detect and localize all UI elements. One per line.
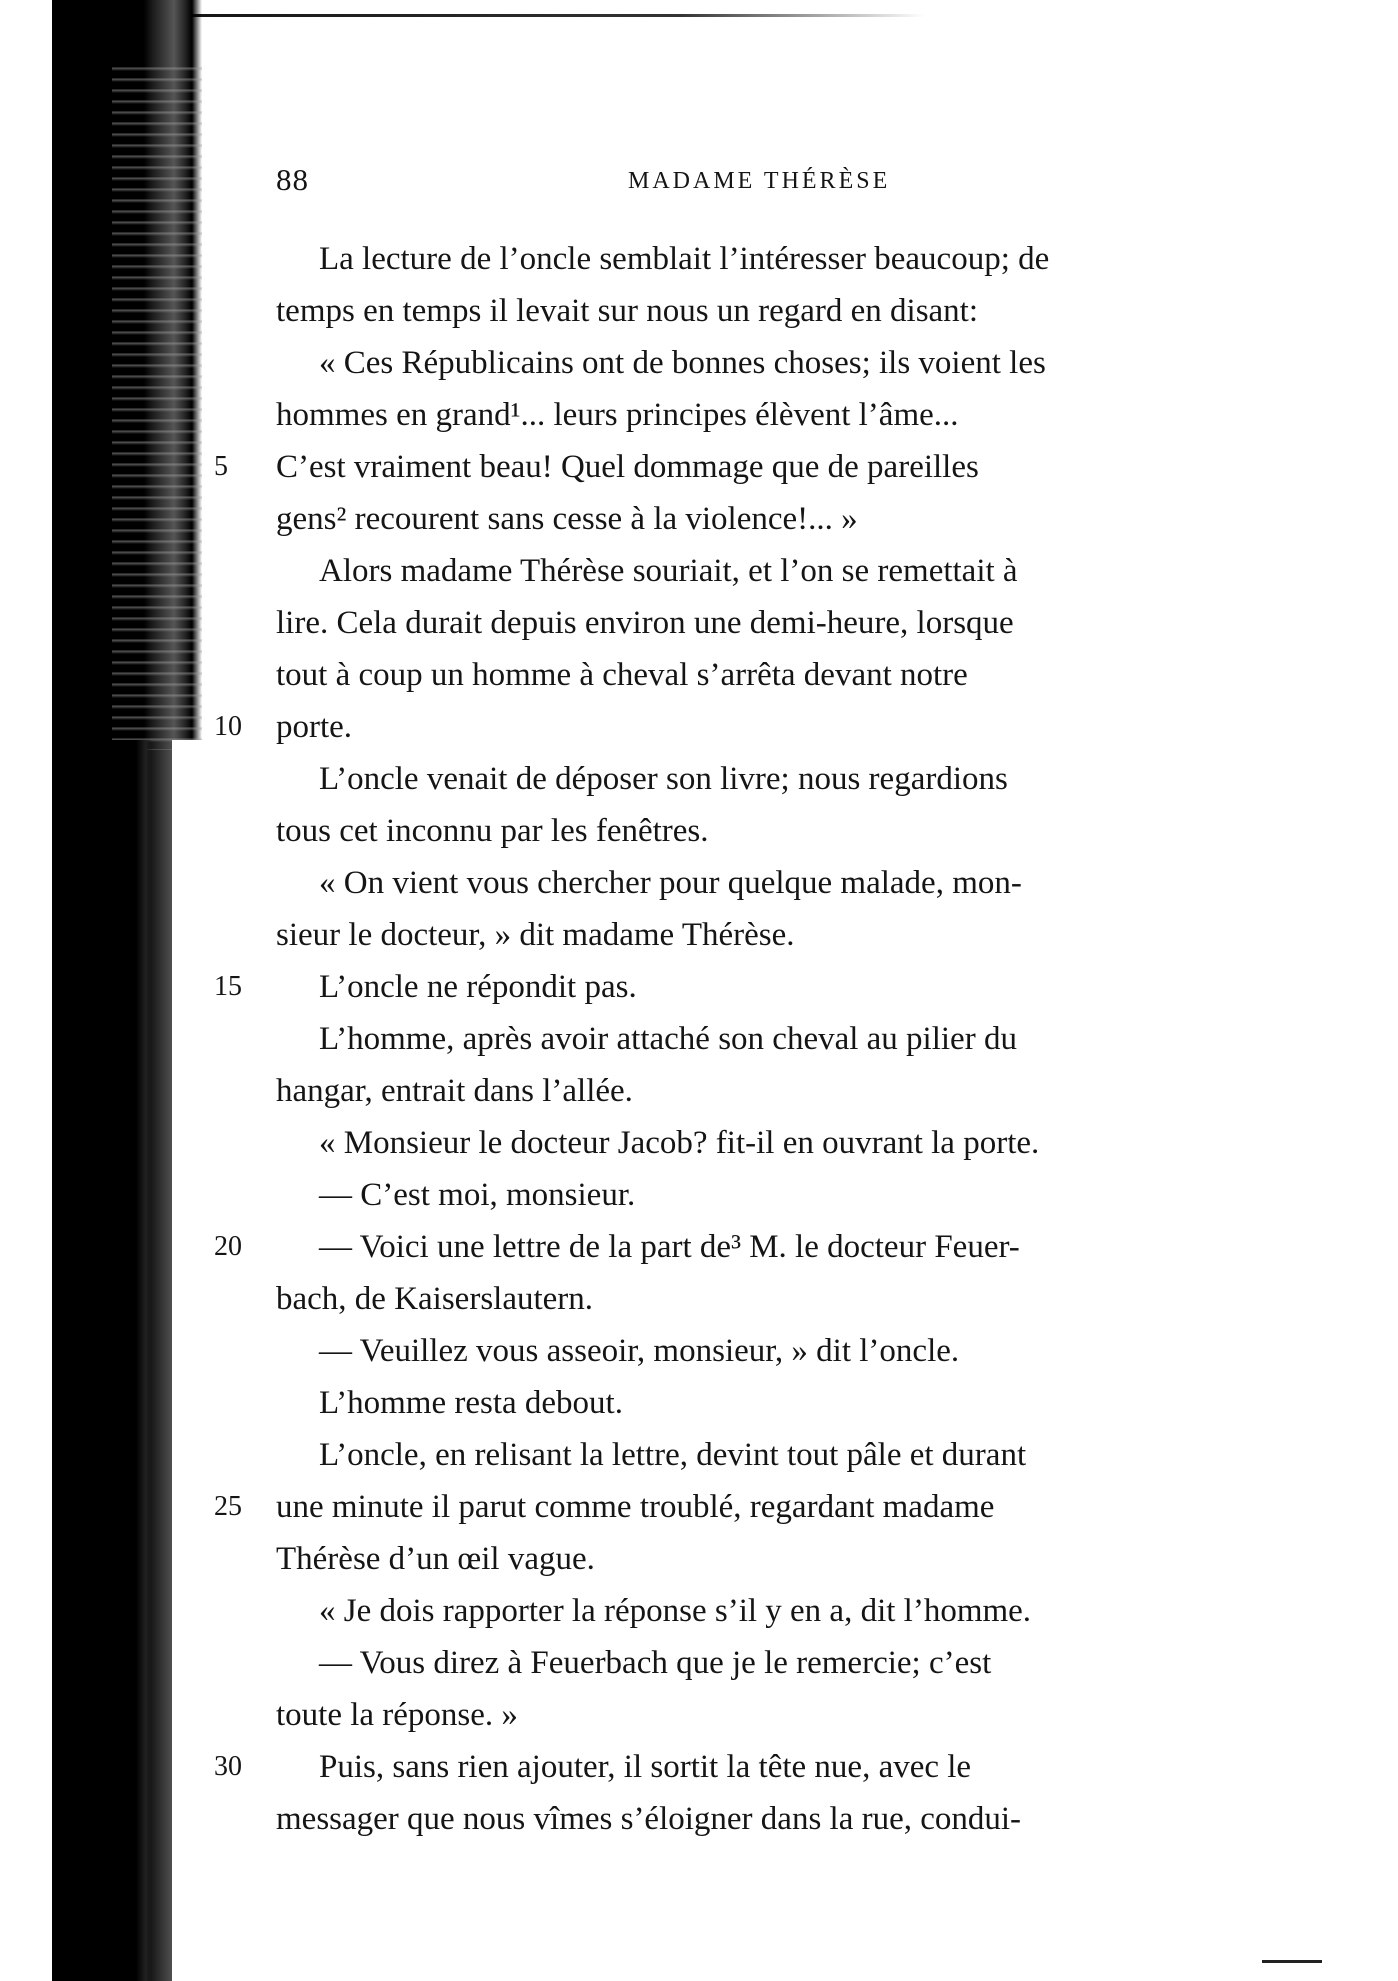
text-line [276,753,1282,805]
line-text: Alors madame Thérèse souriait, et l’on se remettait à [319,553,1018,589]
line-number: 20 [214,1231,242,1262]
line-text: tout à coup un homme à cheval s’arrêta devant notre [276,657,968,693]
line-text: L’oncle venait de déposer son livre; nous regardions [319,761,1008,797]
line-text: lire. Cela durait depuis environ une demi-heure, lorsque [276,605,1014,641]
scan-binding-shadow-lower [52,740,152,1981]
scan-top-border [110,14,925,17]
line-text: gens² recourent sans cesse à la violence!... » [276,501,858,537]
line-text: — Voici une lettre de la part de³ M. le docteur Feuer- [319,1229,1020,1265]
line-text: « Je dois rapporter la réponse s’il y en a, dit l’homme. [319,1593,1032,1629]
text-line [276,285,1282,337]
line-text: une minute il parut comme troublé, regardant madame [276,1489,995,1525]
text-line [276,233,1282,285]
text-line [276,1429,1282,1481]
line-text: « Monsieur le docteur Jacob? fit-il en ouvrant la porte. [319,1125,1040,1161]
text-line [214,1741,1282,1793]
running-head: MADAME THÉRÈSE [628,168,891,194]
text-line [276,805,1282,857]
line-text: L’oncle ne répondit pas. [319,969,637,1005]
line-text: messager que nous vîmes s’éloigner dans la rue, condui- [276,1801,1022,1837]
text-line [276,1117,1282,1169]
text-line [276,1169,1282,1221]
line-text: temps en temps il levait sur nous un regard en disant: [276,293,979,329]
text-line [214,701,1282,753]
page-header [276,162,1282,202]
line-text: — Vous direz à Feuerbach que je le remercie; c’est [319,1645,992,1681]
line-text: La lecture de l’oncle semblait l’intéresser beaucoup; de [319,241,1050,277]
line-text: sieur le docteur, » dit madame Thérèse. [276,917,795,953]
text-line [276,1325,1282,1377]
line-text: bach, de Kaiserslautern. [276,1281,594,1317]
line-text: hangar, entrait dans l’allée. [276,1073,633,1109]
line-text: L’homme, après avoir attaché son cheval au pilier du [319,1021,1017,1057]
text-line [276,493,1282,545]
text-line [214,1481,1282,1533]
text-line [214,1221,1282,1273]
text-line [276,1689,1282,1741]
text-line [276,1273,1282,1325]
line-text: Thérèse d’un œil vague. [276,1541,595,1577]
line-number: 5 [214,451,228,482]
line-text: porte. [276,709,353,745]
text-line [276,1377,1282,1429]
line-text: — C’est moi, monsieur. [319,1177,636,1213]
line-text: C’est vraiment beau! Quel dommage que de pareilles [276,449,979,485]
text-line [276,857,1282,909]
line-text: L’homme resta debout. [319,1385,623,1421]
text-line [276,1065,1282,1117]
line-text: — Veuillez vous asseoir, monsieur, » dit l’oncle. [319,1333,960,1369]
line-number: 25 [214,1491,242,1522]
text-line [276,1585,1282,1637]
line-text: toute la réponse. » [276,1697,518,1733]
body-text [214,233,1282,1845]
line-text: « On vient vous chercher pour quelque malade, mon- [319,865,1022,901]
text-line [276,389,1282,441]
text-line [214,441,1282,493]
scan-corner-mark [1262,1960,1322,1963]
text-line [276,597,1282,649]
text-line [276,1637,1282,1689]
line-text: hommes en grand¹... leurs principes élèvent l’âme... [276,397,959,433]
text-line [276,337,1282,389]
page-number: 88 [276,162,309,197]
line-number: 15 [214,971,242,1002]
text-line [276,909,1282,961]
text-line [276,1533,1282,1585]
line-text: L’oncle, en relisant la lettre, devint tout pâle et durant [319,1437,1027,1473]
line-text: Puis, sans rien ajouter, il sortit la tête nue, avec le [319,1749,972,1785]
line-text: « Ces Républicains ont de bonnes choses; ils voient les [319,345,1046,381]
line-number: 10 [214,711,242,742]
text-line [276,1013,1282,1065]
text-line [276,1793,1282,1845]
text-line [276,545,1282,597]
line-number: 30 [214,1751,242,1782]
line-text: tous cet inconnu par les fenêtres. [276,813,709,849]
text-line [214,961,1282,1013]
text-line [276,649,1282,701]
